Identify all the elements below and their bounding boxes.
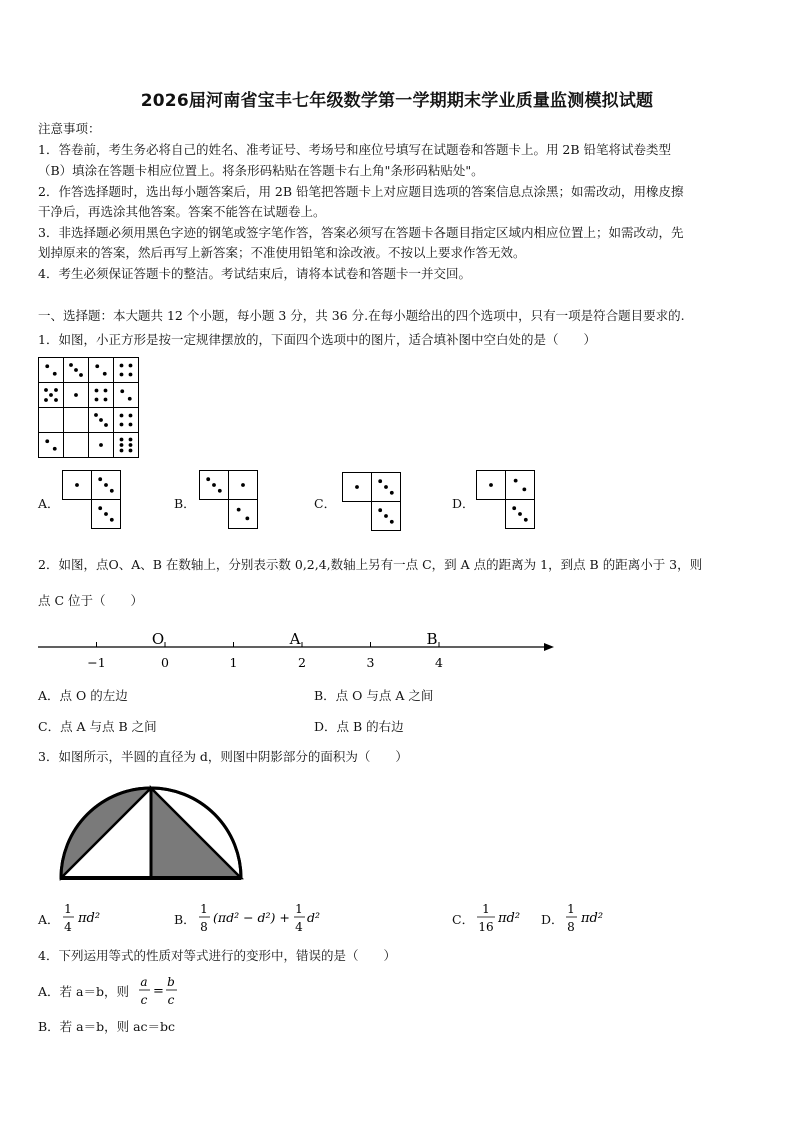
dot-mark: [120, 423, 124, 427]
dot-mark: [98, 477, 102, 481]
dot-mark: [128, 397, 132, 401]
grid-cell: [64, 433, 89, 458]
dot-mark: [120, 389, 124, 393]
svg-text:c: c: [167, 993, 175, 1007]
dot-mark: [110, 518, 114, 522]
page-title: 2026届河南省宝丰七年级数学第一学期期末学业质量监测模拟试题: [140, 91, 654, 111]
dot-mark: [129, 443, 133, 447]
dot-mark: [120, 373, 124, 377]
dot-mark: [74, 393, 78, 397]
q3-option-a-expr: [62, 898, 112, 938]
dot-mark: [45, 364, 49, 368]
dot-mark: [518, 512, 522, 516]
axis-point-label: A: [289, 630, 301, 648]
grid-cell: [89, 358, 114, 383]
svg-text:4: 4: [64, 920, 72, 934]
dot-mark: [522, 487, 526, 491]
dot-mark: [512, 506, 516, 510]
dot-mark: [53, 372, 57, 376]
dot-mark: [237, 508, 241, 512]
notice-item: （B）填涂在答题卡相应位置上。将条形码粘贴在答题卡右上角"条形码粘贴处"。: [38, 163, 484, 178]
dot-mark: [212, 483, 216, 487]
svg-text:16: 16: [478, 920, 494, 934]
axis-tick-label: 3: [366, 655, 375, 670]
dot-mark: [69, 363, 73, 367]
svg-text:πd²: πd²: [581, 911, 604, 926]
q1-option-c-figure: [342, 472, 404, 534]
q2-option-c: C．点 A 与点 B 之间: [38, 719, 157, 734]
svg-text:1: 1: [482, 902, 490, 916]
grid-cell: [39, 408, 64, 433]
svg-text:a: a: [140, 975, 148, 989]
svg-text:b: b: [167, 975, 175, 989]
notice-item: 4．考生必须保证答题卡的整洁。考试结束后，请将本试卷和答题卡一并交回。: [38, 266, 471, 281]
svg-text:πd²: πd²: [498, 911, 521, 926]
dot-mark: [49, 393, 53, 397]
dot-mark: [514, 479, 518, 483]
dot-mark: [378, 479, 382, 483]
svg-text:1: 1: [295, 902, 303, 916]
svg-text:c: c: [140, 993, 148, 1007]
dot-mark: [44, 388, 48, 392]
q1-option-b-figure: [199, 470, 261, 532]
dot-mark: [79, 373, 83, 377]
dot-mark: [95, 398, 99, 402]
dot-mark: [355, 485, 359, 489]
svg-text:1: 1: [64, 902, 72, 916]
grid-cell: [39, 358, 64, 383]
dot-mark: [218, 489, 222, 493]
axis-point-label: O: [151, 630, 165, 648]
dot-mark: [104, 423, 108, 427]
grid-cell: [114, 383, 139, 408]
notice-item: 3．非选择题必须用黑色字迹的钢笔或签字笔作答，答案必须写在答题卡各题目指定区域内相应位置上；如需改动，先: [38, 225, 684, 240]
notice-heading: 注意事项：: [38, 121, 101, 136]
notice-item: 干净后，再选涂其他答案。答案不能答在试题卷上。: [38, 204, 326, 219]
q3-option-a-label: A．: [38, 912, 60, 927]
dot-mark: [99, 418, 103, 422]
dot-mark: [384, 485, 388, 489]
dot-mark: [120, 364, 124, 368]
dot-mark: [95, 364, 99, 368]
dot-mark: [94, 413, 98, 417]
q4-option-a-expr: [138, 971, 188, 1011]
q2-option-b: B．点 O 与点 A 之间: [314, 688, 434, 703]
grid-cell: [506, 471, 535, 500]
axis-tick-label: 0: [161, 655, 169, 670]
grid-cell: [229, 500, 258, 529]
axis-tick-label: −1: [87, 655, 106, 670]
q4-option-b: B．若 a＝b，则 ac＝bc: [38, 1019, 176, 1034]
dot-mark: [104, 389, 108, 393]
question-2-stem-line1: 2．如图，点O、A、B 在数轴上，分别表示数 0,2,4,数轴上另有一点 C，到 A 点的距离为 1，到点 B 的距离小于 3，则: [38, 557, 703, 572]
q3-option-b-expr: [198, 898, 328, 938]
svg-text:4: 4: [295, 920, 303, 934]
question-4-stem: 4．下列运用等式的性质对等式进行的变形中，错误的是（ ）: [38, 948, 396, 963]
notice-item: 2．作答选择题时，选出每小题答案后，用 2B 铅笔把答题卡上对应题目选项的答案信息点涂黑；如需改动，用橡皮擦: [38, 184, 684, 199]
q2-number-line: [36, 625, 558, 673]
dot-mark: [98, 506, 102, 510]
dot-mark: [75, 483, 79, 487]
dot-mark: [104, 483, 108, 487]
dot-mark: [378, 508, 382, 512]
dot-mark: [245, 516, 249, 520]
q2-option-a: A．点 O 的左边: [38, 688, 128, 703]
dot-mark: [129, 364, 133, 368]
question-1-stem: 1．如图，小正方形是按一定规律摆放的，下面四个选项中的图片，适合填补图中空白处的是（ ）: [38, 332, 596, 347]
q4-option-a-label: A．若 a＝b，则: [38, 984, 129, 999]
dot-mark: [390, 520, 394, 524]
grid-cell: [114, 358, 139, 383]
q1-option-a-label: A．: [38, 496, 60, 511]
svg-text:=: =: [153, 984, 164, 999]
notice-item: 划掉原来的答案，然后再写上新答案；不准使用铅笔和涂改液。不按以上要求作答无效。: [38, 245, 526, 260]
q3-option-b-label: B．: [174, 912, 196, 927]
dot-mark: [104, 512, 108, 516]
dot-mark: [524, 518, 528, 522]
q3-option-d-label: D．: [541, 912, 564, 927]
grid-cell: [89, 383, 114, 408]
axis-point-label: B: [426, 630, 438, 648]
axis-tick-label: 4: [435, 655, 443, 670]
dot-mark: [54, 388, 58, 392]
dot-mark: [120, 443, 124, 447]
svg-text:d²: d²: [307, 910, 321, 925]
q2-option-d: D．点 B 的右边: [314, 719, 404, 734]
dot-mark: [120, 449, 124, 453]
grid-cell: [114, 408, 139, 433]
svg-text:1: 1: [200, 902, 208, 916]
dot-mark: [390, 491, 394, 495]
q3-option-d-expr: [565, 898, 615, 938]
q1-option-b-label: B．: [174, 496, 196, 511]
dot-mark: [104, 398, 108, 402]
dot-mark: [129, 423, 133, 427]
dot-mark: [129, 373, 133, 377]
grid-cell: [39, 433, 64, 458]
question-2-stem-line2: 点 C 位于（ ）: [38, 593, 144, 608]
dot-mark: [53, 447, 57, 451]
dot-mark: [129, 438, 133, 442]
svg-text:1: 1: [567, 902, 575, 916]
q1-dot-grid: [38, 357, 139, 458]
dot-mark: [489, 483, 493, 487]
dot-mark: [45, 439, 49, 443]
notice-item: 1．答卷前，考生务必将自己的姓名、准考证号、考场号和座位号填写在试题卷和答题卡上。用 2B 铅笔将试卷类型: [38, 142, 672, 157]
q3-semicircle-figure: [58, 785, 246, 881]
dot-mark: [44, 398, 48, 402]
q3-option-c-label: C．: [452, 912, 475, 927]
section-heading: 一、选择题：本大题共 12 个小题，每小题 3 分，共 36 分.在每小题给出的四个选项中，只有一项是符合题目要求的.: [38, 308, 685, 323]
svg-text:(πd² − d²) +: (πd² − d²) +: [213, 910, 290, 925]
svg-text:8: 8: [567, 920, 575, 934]
axis-tick-label: 2: [298, 655, 306, 670]
dot-mark: [99, 443, 103, 447]
q1-option-c-label: C．: [314, 496, 337, 511]
grid-cell: [64, 408, 89, 433]
dot-mark: [103, 372, 107, 376]
dot-mark: [129, 414, 133, 418]
dot-mark: [54, 398, 58, 402]
q1-option-a-figure: [62, 470, 124, 532]
dot-mark: [95, 389, 99, 393]
dot-mark: [384, 514, 388, 518]
svg-text:πd²: πd²: [78, 911, 101, 926]
dot-mark: [120, 414, 124, 418]
q1-option-d-figure: [476, 470, 538, 532]
dot-mark: [110, 489, 114, 493]
axis-tick-label: 1: [229, 655, 238, 670]
dot-mark: [206, 477, 210, 481]
dot-mark: [74, 368, 78, 372]
q1-option-d-label: D．: [452, 496, 475, 511]
arrow-icon: [544, 643, 554, 651]
dot-mark: [120, 438, 124, 442]
q3-option-c-expr: [476, 898, 536, 938]
dot-mark: [129, 449, 133, 453]
grid-cell: [114, 433, 139, 458]
svg-text:8: 8: [200, 920, 208, 934]
question-3-stem: 3．如图所示，半圆的直径为 d，则图中阴影部分的面积为（ ）: [38, 749, 408, 764]
dot-mark: [241, 483, 245, 487]
